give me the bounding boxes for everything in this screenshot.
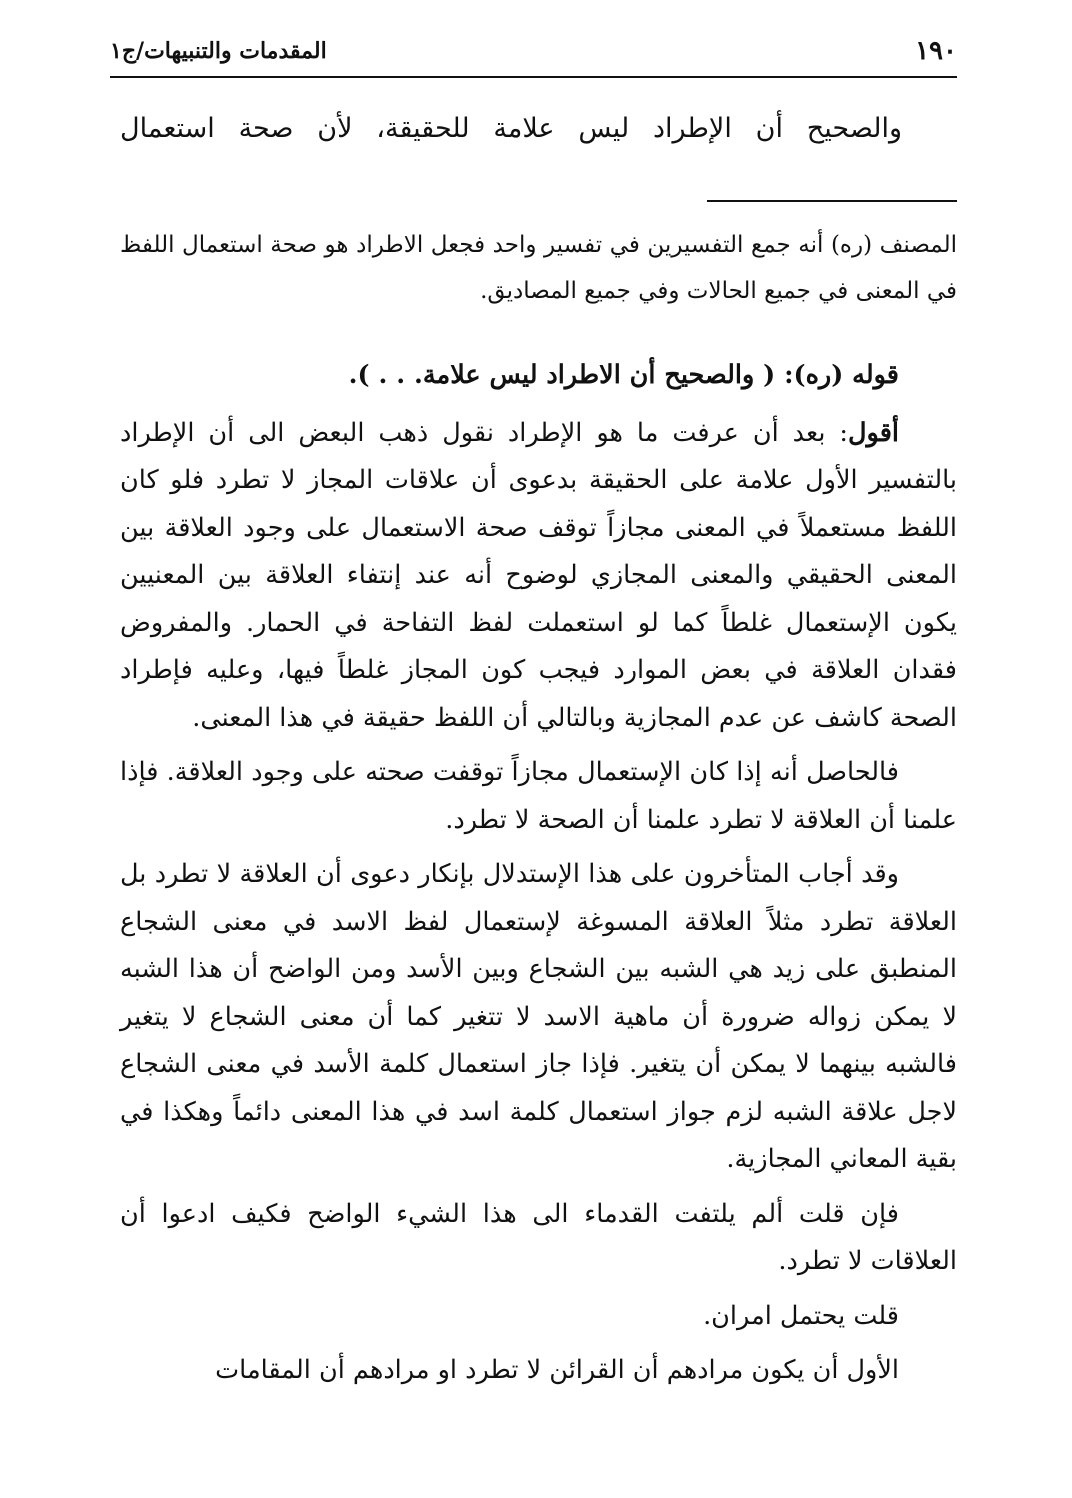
paragraph: فإن قلت ألم يلتفت القدماء الى هذا الشيء الواضح فكيف ادعوا أن العلاقات لا تطرد. <box>120 1198 957 1276</box>
page-number: ١٩٠ <box>915 36 957 66</box>
paragraph-lead-word: أقول <box>848 417 899 448</box>
paragraph: وقد أجاب المتأخرون على هذا الإستدلال بإنكار دعوى أن العلاقة لا تطرد بل العلاقة تطرد مثلاً العلاقة المسوغة لإستعمال لفظ الاسد في معنى الشجاع المنطبق على زيد هي الشبه بين الشجاع وبين الأسد ومن الواضح أن هذا الشبه لا يمكن زواله ضرورة أن ماهية الاسد لا تتغير كما أن معنى الشجاع لا يتغير فالشبه بينهما لا يمكن أن يتغير. فإذا جاز استعمال كلمة الأسد في معنى الشجاع لاجل علاقة الشبه لزم جواز استعمال كلمة اسد في هذا المعنى دائماً وهكذا في بقية المعاني المجازية. <box>120 859 957 1174</box>
paragraph <box>120 410 957 743</box>
footnote: المصنف (ره) أنه جمع التفسيرين في تفسير واحد فجعل الاطراد هو صحة استعمال اللفظ في المعنى في جميع الحالات وفي جميع المصاديق. <box>120 232 957 304</box>
paragraph: الأول أن يكون مرادهم أن القرائن لا تطرد او مرادهم أن المقامات <box>215 1355 899 1385</box>
footnote-separator <box>707 200 957 202</box>
quote-heading: قوله (ره): ( والصحيح أن الاطراد ليس علامة. . . ). <box>348 360 899 390</box>
page-header <box>110 30 957 78</box>
paragraph: فالحاصل أنه إذا كان الإستعمال مجازاً توقفت صحته على وجود العلاقة. فإذا علمنا أن العلاقة لا تطرد علمنا أن الصحة لا تطرد. <box>120 757 957 835</box>
main-text-first-line: والصحيح أن الإطراد ليس علامة للحقيقة، لأن صحة استعمال <box>120 113 902 144</box>
paragraph: قلت يحتمل امران. <box>703 1300 899 1331</box>
running-title: المقدمات والتنبيهات/ج١ <box>110 38 327 64</box>
main-body <box>120 352 957 1402</box>
paragraph-text: : بعد أن عرفت ما هو الإطراد نقول ذهب البعض الى أن الإطراد بالتفسير الأول علامة على الحقيقة بدعوى أن علاقات المجاز لا تطرد فلو كان اللفظ مستعملاً في المعنى مجازاً توقف صحة الاستعمال على وجود العلاقة بين المعنى الحقيقي والمعنى المجازي لوضوح أنه عند إنتفاء العلاقة بين المعنيين يكون الإستعمال غلطاً كما لو استعملت لفظ التفاحة في الحمار. والمفروض فقدان العلاقة في بعض الموارد فيجب كون المجاز غلطاً فيها، وعليه فإطراد الصحة كاشف عن عدم المجازية وبالتالي أن اللفظ حقيقة في هذا المعنى. <box>120 417 957 733</box>
